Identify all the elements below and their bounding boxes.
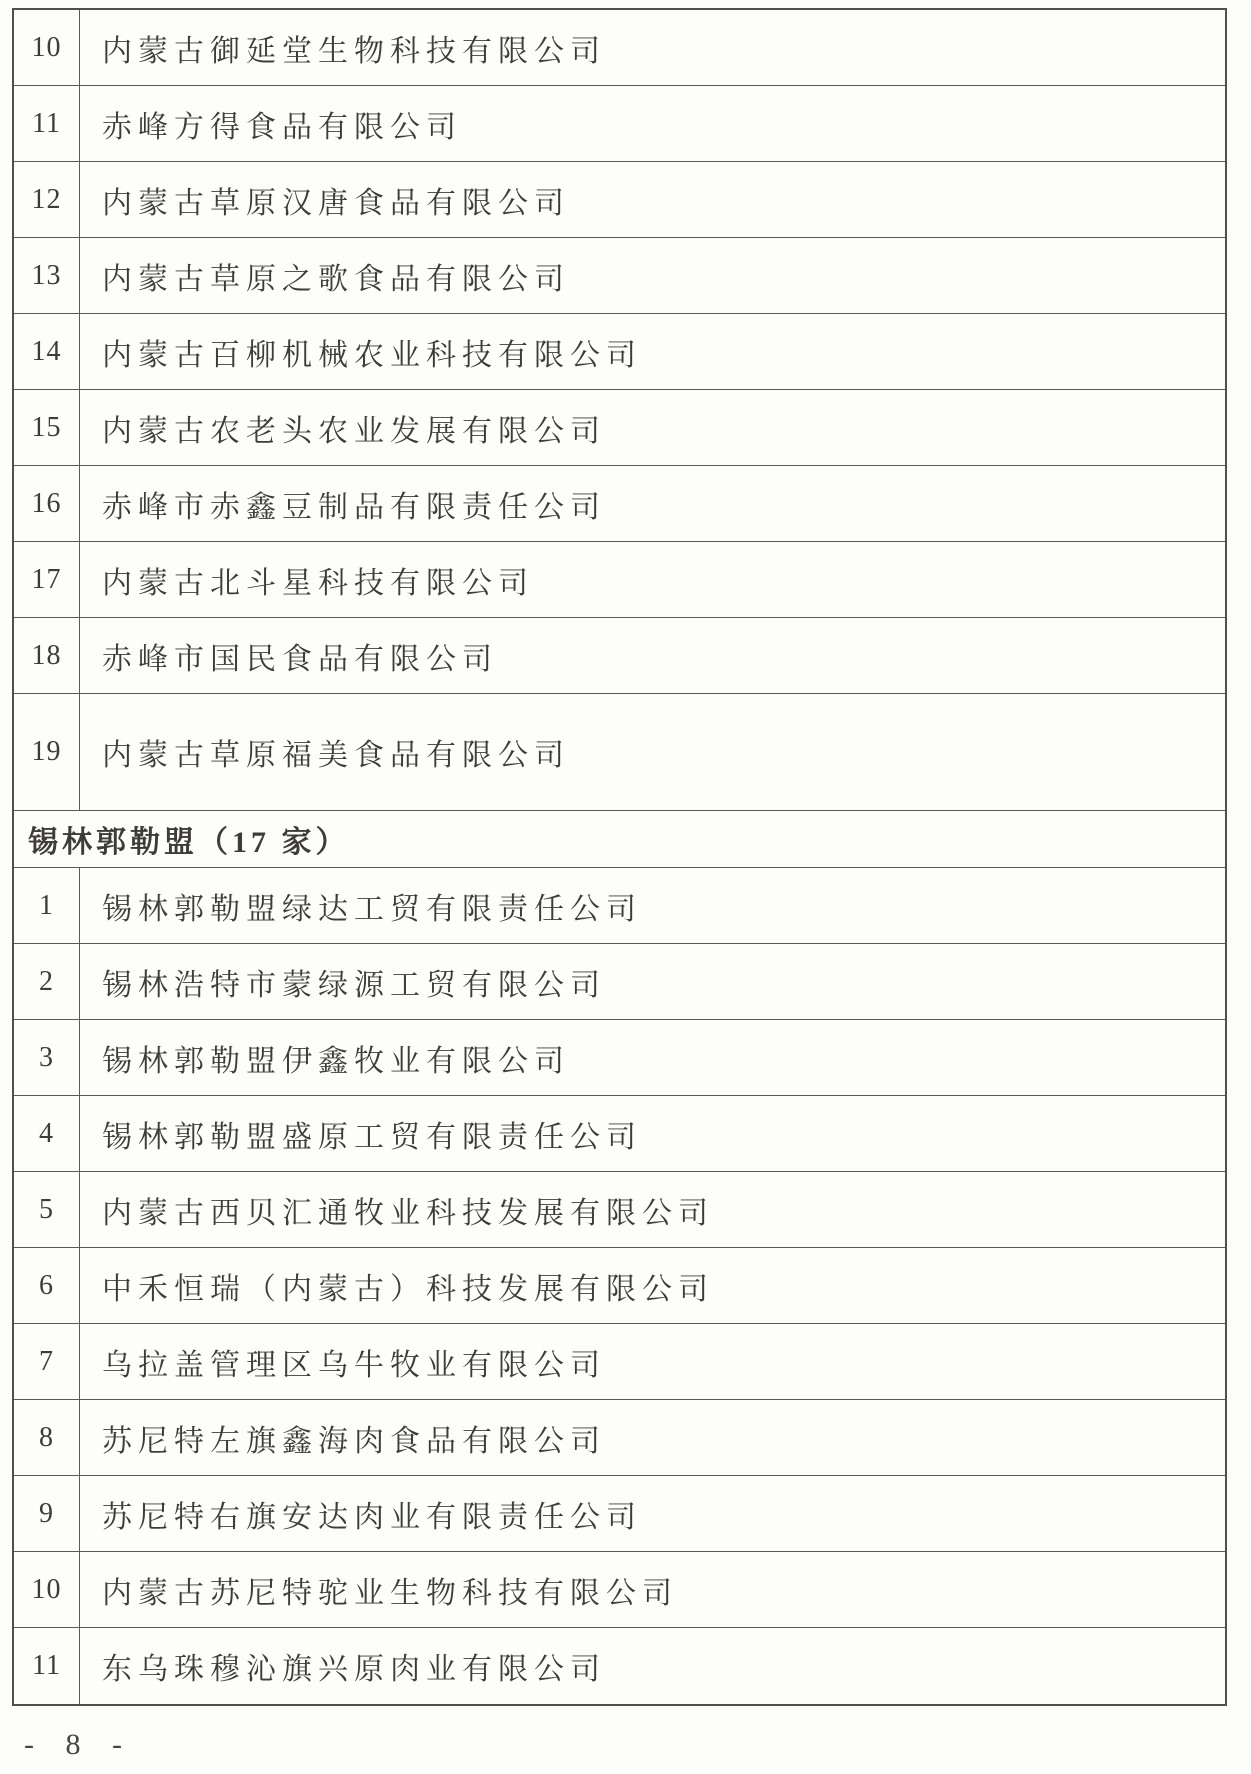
table-row — [14, 314, 1225, 390]
table-row — [14, 466, 1225, 542]
row-number-cell: 5 — [14, 1172, 80, 1247]
table-row — [14, 1096, 1225, 1172]
company-name-cell: 内蒙古西贝汇通牧业科技发展有限公司 — [102, 1196, 714, 1230]
row-number-cell: 14 — [14, 314, 80, 389]
table-row — [14, 1324, 1225, 1400]
row-number-cell: 2 — [14, 944, 80, 1019]
company-name-cell: 苏尼特左旗鑫海肉食品有限公司 — [102, 1424, 606, 1458]
company-name-cell: 内蒙古草原之歌食品有限公司 — [102, 262, 570, 296]
table-row — [14, 1476, 1225, 1552]
row-number-cell: 12 — [14, 162, 80, 237]
company-name-cell: 锡林浩特市蒙绿源工贸有限公司 — [102, 968, 606, 1002]
company-name-cell: 赤峰市国民食品有限公司 — [102, 642, 498, 676]
row-number-cell: 19 — [14, 694, 80, 810]
company-name-cell: 锡林郭勒盟绿达工贸有限责任公司 — [102, 892, 642, 926]
section-header-label: 锡林郭勒盟（17 家） — [28, 826, 350, 859]
company-name-cell: 乌拉盖管理区乌牛牧业有限公司 — [102, 1348, 606, 1382]
table-row — [14, 944, 1225, 1020]
row-number-cell: 17 — [14, 542, 80, 617]
company-name-cell: 内蒙古北斗星科技有限公司 — [102, 566, 534, 600]
company-name-cell: 东乌珠穆沁旗兴原肉业有限公司 — [102, 1653, 606, 1686]
row-number-cell: 8 — [14, 1400, 80, 1475]
company-name-cell: 锡林郭勒盟盛原工贸有限责任公司 — [102, 1120, 642, 1154]
company-name-cell: 内蒙古御延堂生物科技有限公司 — [102, 34, 606, 68]
table-row — [14, 86, 1225, 162]
table-row — [14, 694, 1225, 811]
table-row — [14, 1172, 1225, 1248]
row-number-cell: 18 — [14, 618, 80, 693]
company-name-cell: 锡林郭勒盟伊鑫牧业有限公司 — [102, 1044, 570, 1078]
row-number-cell: 15 — [14, 390, 80, 465]
company-name-cell: 内蒙古百柳机械农业科技有限公司 — [102, 338, 642, 372]
table-row — [14, 1628, 1225, 1704]
table-row — [14, 238, 1225, 314]
row-number-cell: 1 — [14, 868, 80, 943]
row-number-cell: 4 — [14, 1096, 80, 1171]
table-row — [14, 10, 1225, 86]
row-number-cell: 7 — [14, 1324, 80, 1399]
row-number-cell: 6 — [14, 1248, 80, 1323]
company-name-cell: 内蒙古草原汉唐食品有限公司 — [102, 186, 570, 220]
row-number-cell: 11 — [14, 1628, 80, 1704]
company-name-cell: 内蒙古农老头农业发展有限公司 — [102, 414, 606, 448]
section-header-row — [14, 811, 1225, 868]
table-row — [14, 390, 1225, 466]
row-number-cell: 11 — [14, 86, 80, 161]
row-number-cell: 9 — [14, 1476, 80, 1551]
table-row — [14, 542, 1225, 618]
company-name-cell: 中禾恒瑞（内蒙古）科技发展有限公司 — [102, 1272, 714, 1306]
table-row — [14, 162, 1225, 238]
row-number-cell: 16 — [14, 466, 80, 541]
row-number-cell: 10 — [14, 10, 80, 85]
row-number-cell: 10 — [14, 1552, 80, 1627]
company-table — [12, 8, 1227, 1706]
table-row — [14, 618, 1225, 694]
page-number: - 8 - — [24, 1728, 134, 1761]
row-number-cell: 3 — [14, 1020, 80, 1095]
company-name-cell: 内蒙古草原福美食品有限公司 — [102, 739, 570, 772]
table-row — [14, 1020, 1225, 1096]
table-row — [14, 1552, 1225, 1628]
table-row — [14, 1400, 1225, 1476]
row-number-cell: 13 — [14, 238, 80, 313]
company-name-cell: 赤峰方得食品有限公司 — [102, 110, 462, 144]
company-name-cell: 苏尼特右旗安达肉业有限责任公司 — [102, 1500, 642, 1534]
company-name-cell: 内蒙古苏尼特驼业生物科技有限公司 — [102, 1576, 678, 1610]
company-name-cell: 赤峰市赤鑫豆制品有限责任公司 — [102, 490, 606, 524]
table-row — [14, 868, 1225, 944]
table-row — [14, 1248, 1225, 1324]
